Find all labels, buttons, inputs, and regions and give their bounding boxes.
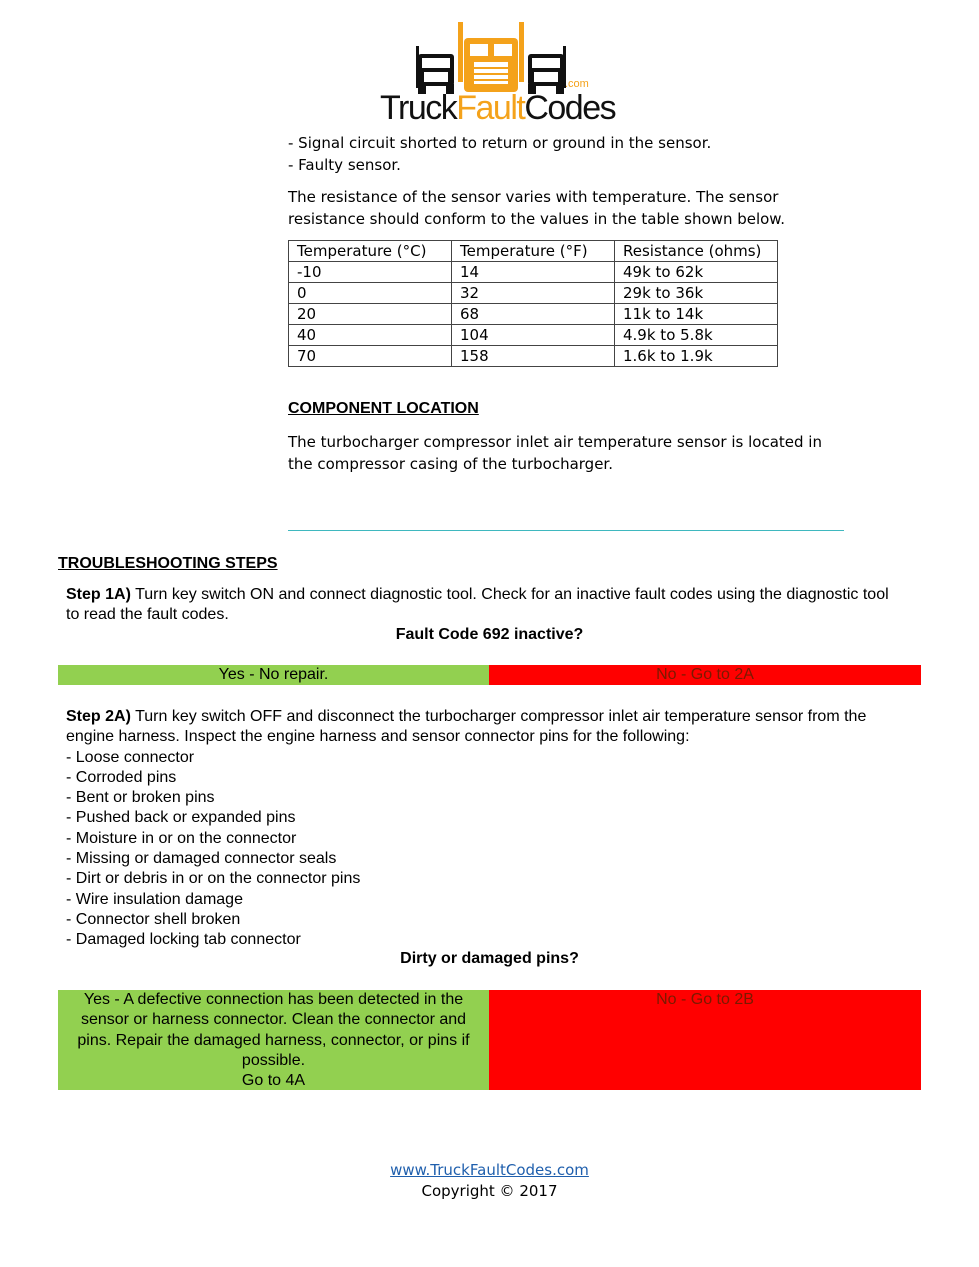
step-question: Fault Code 692 inactive? — [395, 626, 584, 643]
table-cell: 70 — [289, 346, 452, 367]
no-answer: No - Go to 2A — [489, 665, 921, 685]
table-cell: 0 — [289, 283, 452, 304]
yes-answer: Yes - No repair. — [58, 665, 489, 685]
list-item: - Pushed back or expanded pins — [66, 809, 296, 827]
footer-link[interactable]: www.TruckFaultCodes.com — [390, 1161, 589, 1179]
step-question: Dirty or damaged pins? — [400, 950, 579, 967]
table-cell: 104 — [452, 325, 615, 346]
logo-suffix: .com — [565, 78, 589, 90]
table-row — [289, 325, 778, 346]
table-row — [289, 283, 778, 304]
step-2a — [66, 707, 906, 951]
table-cell: 1.6k to 1.9k — [615, 346, 778, 367]
answer-row — [58, 990, 921, 1090]
list-item: - Damaged locking tab connector — [66, 931, 301, 949]
list-item: - Loose connector — [66, 748, 195, 766]
table-cell: 4.9k to 5.8k — [615, 325, 778, 346]
list-item: - Moisture in or on the connector — [66, 829, 297, 847]
resistance-table — [288, 240, 778, 367]
logo-text-fault: Fault — [456, 89, 525, 127]
list-item: - Corroded pins — [66, 768, 177, 786]
step-label: Step 1A) — [66, 586, 131, 603]
step-text: Turn key switch OFF and disconnect the turbocharger compressor inlet air temperature sensor from the engine harness. Inspect the engine harness and sensor connector pins for the following: — [66, 708, 867, 746]
table-header: Temperature (°F) — [452, 241, 615, 262]
answer-row — [58, 665, 921, 685]
table-cell: 68 — [452, 304, 615, 325]
table-cell: 20 — [289, 304, 452, 325]
cause-item: - Faulty sensor. — [288, 156, 401, 174]
table-header-row — [289, 241, 778, 262]
table-row — [289, 346, 778, 367]
list-item: - Connector shell broken — [66, 910, 241, 928]
table-cell: 49k to 62k — [615, 262, 778, 283]
logo-text-codes: Codes — [524, 89, 616, 127]
step-text: Turn key switch ON and connect diagnostic tool. Check for an inactive fault codes using the diagnostic tool to read the fault codes. — [66, 586, 889, 624]
component-location-text: The turbocharger compressor inlet air temperature sensor is located in the compressor casing of the turbocharger. — [288, 433, 822, 473]
no-answer: No - Go to 2B — [489, 990, 921, 1090]
step-1a — [66, 585, 906, 626]
table-cell: 14 — [452, 262, 615, 283]
step-label: Step 2A) — [66, 708, 131, 725]
table-header: Temperature (°C) — [289, 241, 452, 262]
cause-item: - Signal circuit shorted to return or ground in the sensor. — [288, 134, 712, 152]
table-cell: 11k to 14k — [615, 304, 778, 325]
footer-copyright: Copyright © 2017 — [421, 1182, 558, 1200]
list-item: - Bent or broken pins — [66, 789, 215, 807]
yes-answer-text: Yes - A defective connection has been detected in the sensor or harness connector. Clean the connector and pins. Repair the damaged harness, connector, or pins if possible. — [77, 991, 470, 1069]
troubleshooting-title: TROUBLESHOOTING STEPS — [58, 555, 278, 572]
inspection-list — [66, 748, 906, 951]
table-header: Resistance (ohms) — [615, 241, 778, 262]
table-cell: -10 — [289, 262, 452, 283]
resistance-intro: The resistance of the sensor varies with temperature. The sensor resistance should conform to the values in the table shown below. — [288, 188, 785, 228]
yes-answer-goto: Go to 4A — [241, 1072, 306, 1090]
table-cell: 40 — [289, 325, 452, 346]
table-row — [289, 304, 778, 325]
list-item: - Wire insulation damage — [66, 890, 243, 908]
table-row — [289, 262, 778, 283]
component-location-title: COMPONENT LOCATION — [288, 400, 479, 417]
list-item: - Dirt or debris in or on the connector pins — [66, 870, 361, 888]
divider — [288, 530, 844, 531]
table-cell: 32 — [452, 283, 615, 304]
list-item: - Missing or damaged connector seals — [66, 850, 337, 868]
logo-text-truck: Truck — [380, 89, 457, 127]
table-cell: 158 — [452, 346, 615, 367]
logo-wordmark — [380, 88, 615, 128]
yes-answer — [58, 990, 489, 1090]
table-cell: 29k to 36k — [615, 283, 778, 304]
